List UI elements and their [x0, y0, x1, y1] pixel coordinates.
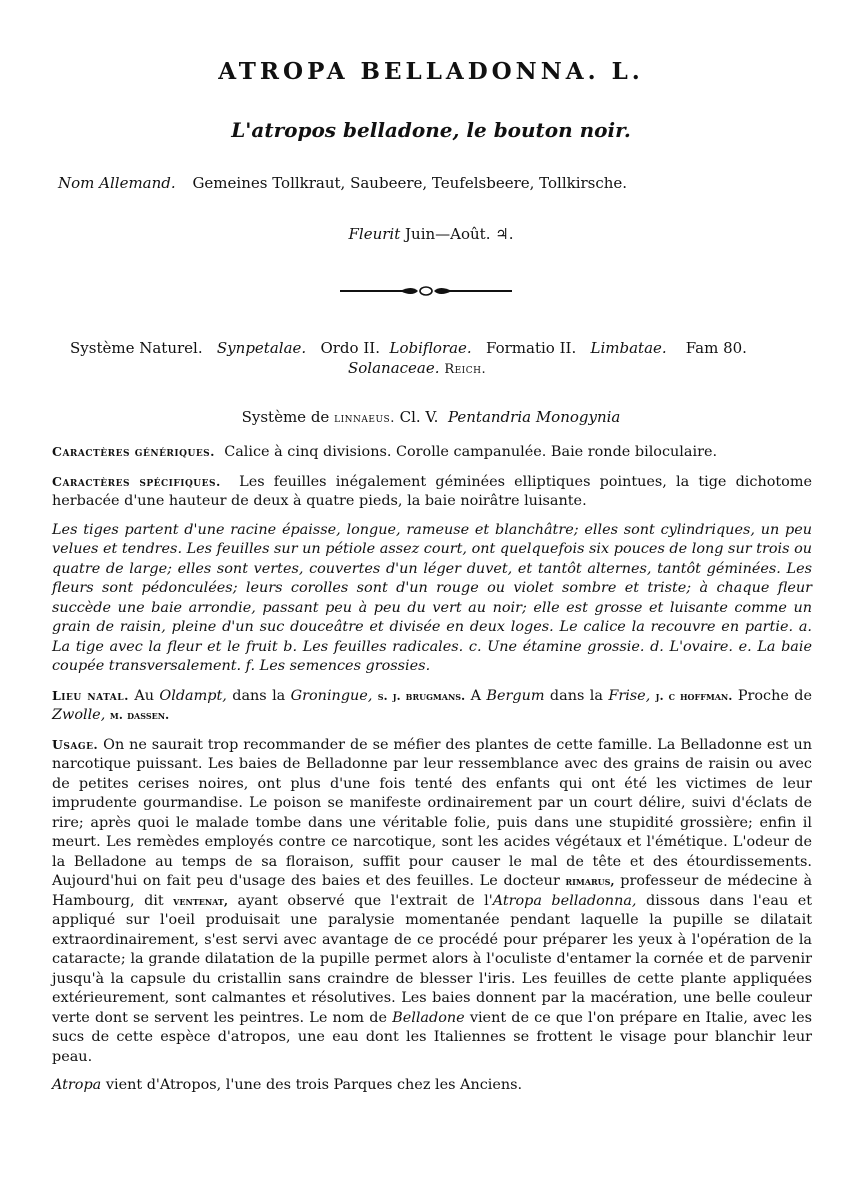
habitat-text: dans la: [549, 687, 603, 704]
natural-system-row: [70, 338, 810, 358]
plant-name: Belladone: [392, 1009, 465, 1026]
linnaean-class-label: Cl. V.: [399, 408, 439, 426]
family-name: Solanaceae.: [348, 359, 440, 377]
usage-text: professeur de médecine à Hambourg, dit: [52, 873, 813, 909]
person-name: ventenat,: [173, 893, 229, 908]
etymology-text: vient d'Atropos, l'une des trois Parques chez les Anciens.: [105, 1077, 523, 1093]
ordo-name: Lobiflorae.: [389, 339, 472, 357]
place-name: Groningue,: [290, 687, 373, 704]
genus-name: Atropa: [52, 1077, 102, 1093]
german-names-label: Nom Allemand.: [58, 174, 176, 192]
generic-heading: Caractères génériques.: [52, 444, 216, 459]
habitat-text: A: [470, 687, 482, 704]
family-number: Fam 80.: [685, 339, 747, 357]
flowering-period: Juin—Août.: [405, 225, 491, 243]
person-name: rimarus,: [565, 874, 615, 888]
specific-characters: [52, 472, 812, 512]
place-name: Frise,: [608, 687, 651, 704]
flowering-line: [0, 225, 862, 243]
linnaean-label: Système de: [241, 408, 330, 426]
etymology-paragraph: [52, 1076, 812, 1096]
linnaean-system-line: [0, 408, 862, 426]
usage-heading: Usage.: [52, 736, 99, 752]
habitat-heading: Lieu natal.: [52, 687, 129, 703]
usage-text: ayant observé que l'extrait de l': [237, 892, 493, 909]
usage-text: dissous dans l'eau et appliqué sur l'oeil produisait une paralysie momentanée pendant laquelle la pupille se dilatait extraordinairement, s'est servi avec avantage de ce procédé pour préparer les yeux à l'opération de la cataracte; la grande dilatation de la pupille permet alors à l'oculiste d'entamer la cornée et de parvenir jusqu'à la capsule du cristallin sans craindre de blesser l'iris. Les feuilles de cette plante appliquées extérieurement, sont calmantes et résolutives. Les baies donnent par la macération, une belle couleur verte dont se servent les peintres. Le nom de: [52, 892, 813, 1026]
specific-heading: Caractères spécifiques.: [52, 473, 221, 489]
place-name: Oldampt,: [159, 687, 227, 704]
family-author: Reich.: [444, 362, 487, 377]
page-title: ATROPA BELLADONNA. L.: [218, 58, 644, 85]
ornament-divider: [340, 283, 512, 299]
flowering-label: Fleurit: [348, 225, 401, 243]
habitat-text: dans la: [232, 687, 286, 704]
collector-name: m. dassen.: [109, 708, 170, 722]
generic-text: Calice à cinq divisions. Corolle campanulée. Baie ronde biloculaire.: [224, 444, 718, 460]
german-names: Gemeines Tollkraut, Saubeere, Teufelsbeere, Tollkirsche.: [192, 174, 628, 192]
formatio-name: Limbatae.: [590, 339, 667, 357]
plant-description: Les tiges partent d'une racine épaisse, longue, rameuse et blanchâtre; elles sont cylindriques, un peu velues et tendres. Les feuilles sur un pétiole assez court, ont quelquefois six pouces de long sur trois ou quatre de large; elles sont vertes, couvertes d'un léger duvet, et tantôt alternes, tantôt géminées. Les fleurs sont pédonculées; leurs corolles sont d'un rouge ou violet sombre et triste; à chaque fleur succède une baie arrondie, passant peu à peu du vert au noir; elle est grosse et luisante comme un grain de raisin, pleine d'un suc douceâtre et divisée en deux loges. Le calice la recouvre en partie. a. La tige avec la fleur et le fruit b. Les feuilles radicales. c. Une étamine grossie. d. L'ovaire. e. La baie coupée transversalement. f. Les semences grossies.: [52, 521, 812, 674]
place-name: Zwolle,: [52, 707, 106, 723]
class-name: Synpetalae.: [216, 339, 307, 357]
linnaean-class-name: Pentandria Monogynia: [447, 408, 621, 426]
formatio-label: Formatio II.: [486, 339, 577, 357]
habitat-paragraph: [52, 686, 812, 726]
natural-system-block: [70, 338, 810, 380]
habitat-text: Proche de: [737, 687, 812, 704]
collector-name: s. j. brugmans.: [377, 688, 466, 703]
place-name: Bergum: [486, 687, 545, 704]
species-name: Atropa belladonna,: [492, 892, 637, 909]
habitat-text: Au: [134, 687, 155, 704]
generic-characters: [52, 442, 812, 463]
usage-paragraph: [52, 735, 812, 1068]
german-names-line: [58, 174, 627, 192]
common-name-subtitle: L'atropos belladone, le bouton noir.: [231, 118, 631, 142]
specific-text: Les feuilles inégalement géminées elliptiques pointues, la tige dichotome herbacée d'une hauteur de deux à quatre pieds, la baie noirâtre luisante.: [52, 473, 812, 509]
perennial-symbol: ♃.: [495, 225, 514, 243]
body-text: [52, 442, 812, 1105]
family-row: [70, 358, 810, 380]
linnaeus-name: linnaeus.: [334, 411, 395, 426]
ordo-label: Ordo II.: [320, 339, 380, 357]
natural-system-label: Système Naturel.: [70, 339, 203, 357]
collector-name: j. c hoffman.: [655, 688, 733, 703]
usage-text: vient de ce que l'on prépare en Italie, avec les sucs de cette espèce d'atropos, une eau dont les Italiennes se frottent le visage pour blanchir leur peau.: [52, 1009, 812, 1065]
usage-text: On ne saurait trop recommander de se méfier des plantes de cette famille. La Belladonne est un narcotique puissant. Les baies de Belladonne par leur ressemblance avec des grains de raisin ou avec de petites cerises noires, ont plus d'une fois tenté des enfants qui ont été les victimes de leur imprudente gourmandise. Le poison se manifeste ordinairement par un court délire, suivi d'éclats de rire; après quoi le malade tombe dans une véritable folie, puis dans une stupidité grossière; enfin il meurt. Les remèdes employés contre ce narcotique, sont les acides végétaux et l'émétique. L'odeur de la Belladone au temps de sa floraison, suffit pour causer le mal de tête et des étourdissements. Aujourd'hui on fait peu d'usage des baies et des feuilles. Le docteur: [52, 736, 812, 889]
